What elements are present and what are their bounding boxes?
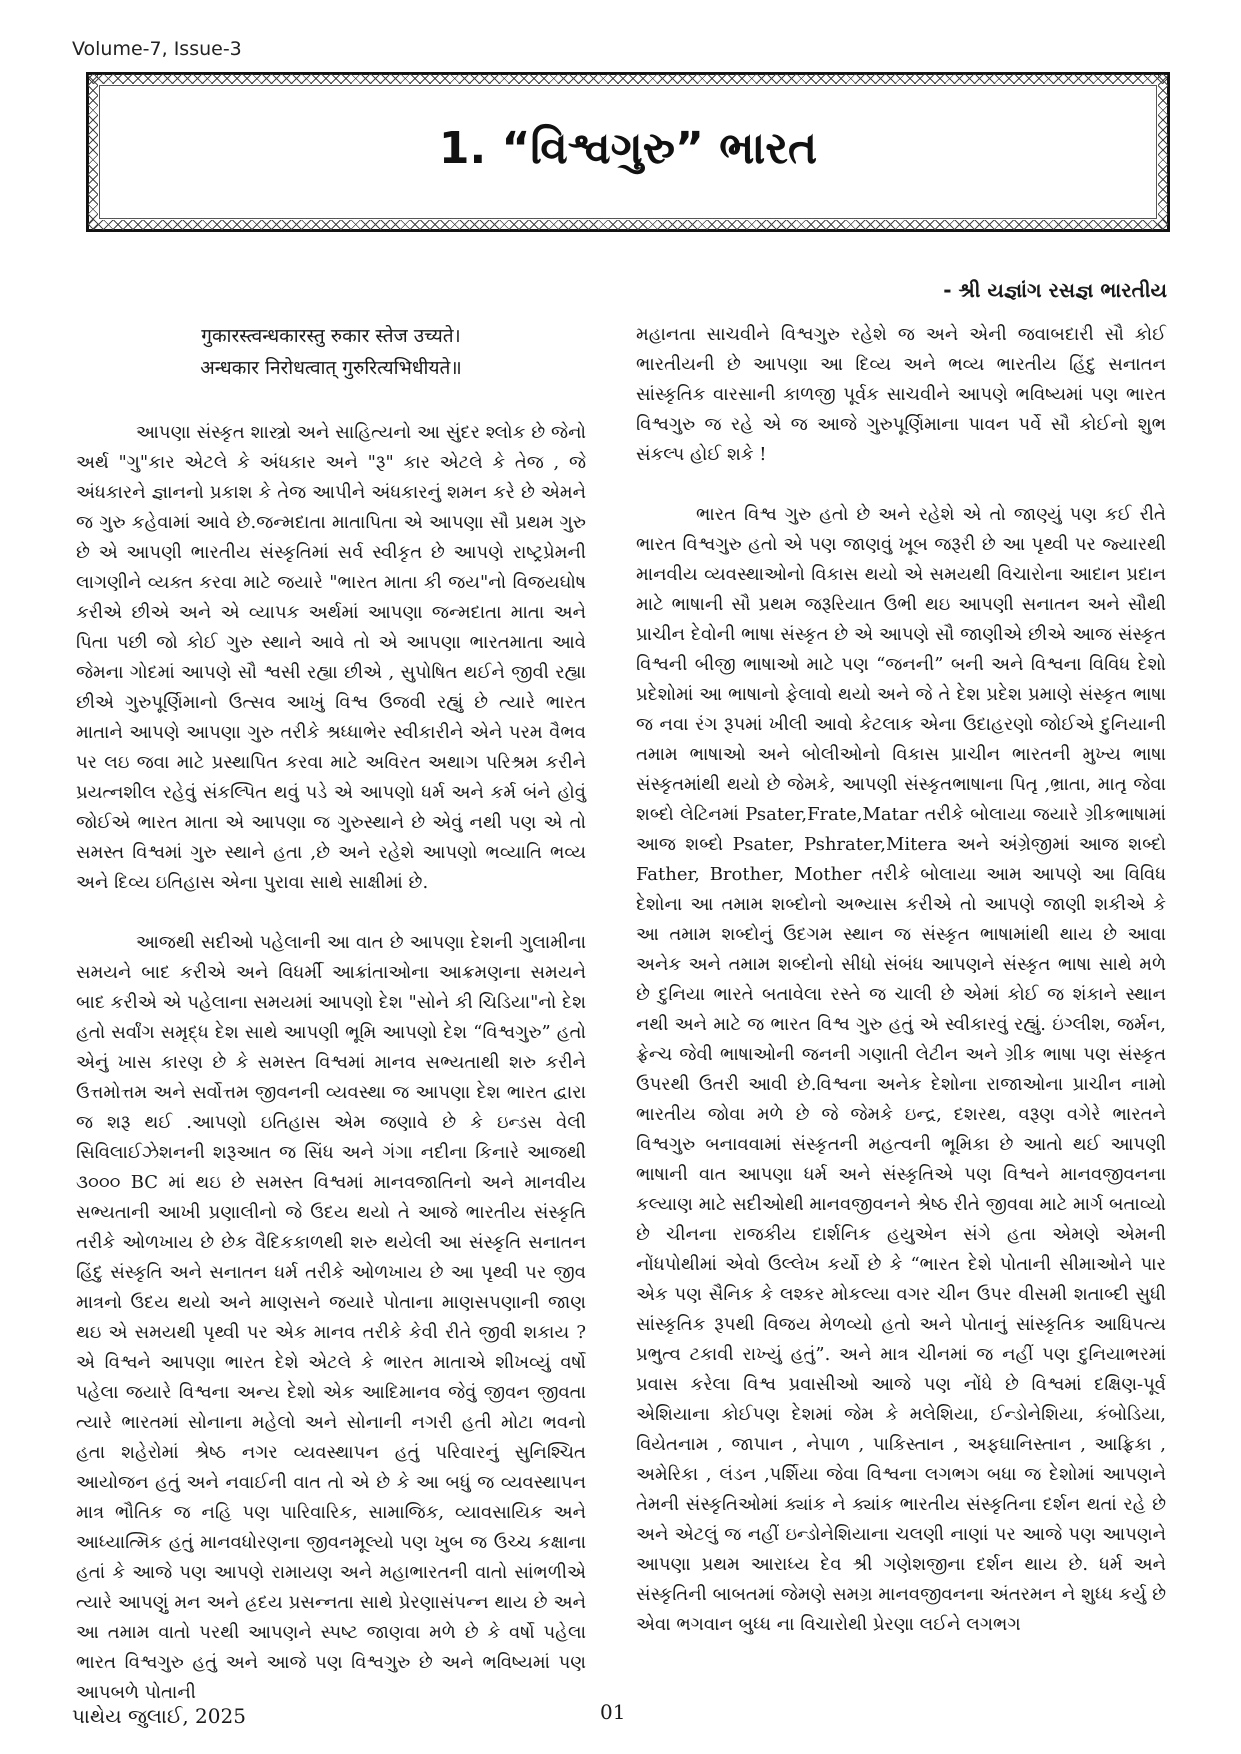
paragraph: આજથી સદીઓ પહેલાની આ વાત છે આપણા દેશની ગુલામીના સમયને બાદ કરીએ અને વિધર્મી આક્રાંતાઓના આક્રમણના સમયને બાદ કરીએ એ પહેલાના સમયમાં આપણો દેશ "સોને કી ચિડિયા"નો દેશ હતો સર્વાંગ સમૃદ્ધ દેશ સાથે આપણી ભૂમિ આપણો દેશ “વિશ્વગુરુ” હતો એનું ખાસ કારણ છે કે સમસ્ત વિશ્વમાં માનવ સભ્યતાથી શરુ કરીને ઉત્તમોત્તમ અને સર્વોત્તમ જીવનની વ્યવસ્થા જ આપણા દેશ ભારત દ્વારા જ શરૂ થઈ .આપણો ઇતિહાસ એમ જણાવે છે કે ઇન્ડસ વેલી સિવિલાઈઝેશનની શરૂઆત જ સિંધ અને ગંગા નદીના કિનારે આજથી ૩૦૦૦ BC માં થઇ છે સમસ્ત વિશ્વમાં માનવજાતિનો અને માનવીય સભ્યતાની આખી પ્રણાલીનો જે ઉદય થયો તે આજે ભારતીય સંસ્કૃતિ તરીકે ઓળખાય છે છેક વૈદિકકાળથી શરુ થયેલી આ સંસ્કૃતિ સનાતન હિંદુ સંસ્કૃતિ અને સનાતન ધર્મ તરીકે ઓળખાય છે આ પૃથ્વી પર જીવ માત્રનો ઉદય થયો અને માણસને જયારે પોતાના માણસપણાની જાણ થઇ એ સમયથી પૃથ્વી પર એક માનવ તરીકે કેવી રીતે જીવી શકાય ? એ વિશ્વને આપણા ભારત દેશે એટલે કે ભારત માતાએ શીખવ્યું વર્ષો પહેલા જયારે વિશ્વના અન્ય દેશો એક આદિમાનવ જેવું જીવન જીવતા ત્યારે ભારતમાં સોનાના મહેલો અને સોનાની નગરી હતી મોટા ભવનો હતા શહેરોમાં શ્રેષ્ઠ નગર વ્યવસ્થાપન હતું પરિવારનું સુનિશ્ચિત આયોજન હતું અને નવાઈની વાત તો એ છે કે આ બધું જ વ્યવસ્થાપન માત્ર ભૌતિક જ નહિ પણ પારિવારિક, સામાજિક, વ્યાવસાયિક અને આધ્યાત્મિક હતું માનવધોરણના જીવનમૂલ્યો પણ ખુબ જ ઉચ્ચ કક્ષાના હતાં કે આજે પણ આપણે રામાયણ અને મહાભારતની વાતો સાંભળીએ ત્યારે આપણું મન અને હ્રદય પ્રસન્નતા સાથે પ્રેરણાસંપન્ન થાય છે અને આ તમામ વાતો પરથી આપણને સ્પષ્ટ જાણવા મળે છે કે વર્ષો પહેલા ભારત વિશ્વગુરુ હતું અને આજે પણ વિશ્વગુરુ છે અને ભવિષ્યમાં પણ આપબળે પોતાની <box>76 932 586 1703</box>
right-column <box>636 320 1166 1640</box>
paragraph: ભારત વિશ્વ ગુરુ હતો છે અને રહેશે એ તો જાણ્યું પણ કઈ રીતે ભારત વિશ્વગુરુ હતો એ પણ જાણવું ખૂબ જરૂરી છે આ પૃથ્વી પર જ્યારથી માનવીય વ્યવસ્થાઓનો વિકાસ થયો એ સમયથી વિચારોના આદાન પ્રદાન માટે ભાષાની સૌ પ્રથમ જરૂરિયાત ઉભી થઇ આપણી સનાતન અને સૌથી પ્રાચીન દેવોની ભાષા સંસ્કૃત છે એ આપણે સૌ જાણીએ છીએ આજ સંસ્કૃત વિશ્વની બીજી ભાષાઓ માટે પણ “જનની” બની અને વિશ્વના વિવિધ દેશો પ્રદેશોમાં આ ભાષાનો ફેલાવો થયો અને જે તે દેશ પ્રદેશ પ્રમાણે સંસ્કૃત ભાષા જ નવા રંગ રૂપમાં ખીલી આવો કેટલાક એના ઉદાહરણો જોઈએ દુનિયાની તમામ ભાષાઓ અને બોલીઓનો વિકાસ પ્રાચીન ભારતની મુખ્ય ભાષા સંસ્કૃતમાંથી થયો છે જેમકે, આપણી સંસ્કૃતભાષાના પિતૃ ,ભ્રાતા, માતૃ જેવા શબ્દો લેટિનમાં Psater,Frate,Matar તરીકે બોલાયા જયારે ગ્રીકભાષામાં આજ શબ્દો Psater, Pshrater,Mitera અને અંગ્રેજીમાં આજ શબ્દો Father, Brother, Mother તરીકે બોલાયા આમ આપણે આ વિવિધ દેશોના આ તમામ શબ્દોનો અભ્યાસ કરીએ તો આપણે જાણી શકીએ કે આ તમામ શબ્દોનું ઉદગમ સ્થાન જ સંસ્કૃત ભાષામાંથી થાય છે આવા અનેક અને તમામ શબ્દોનો સીધો સંબંધ આપણને સંસ્કૃત ભાષા સાથે મળે છે દુનિયા ભારતે બતાવેલા રસ્તે જ ચાલી છે એમાં કોઈ જ શંકાને સ્થાન નથી અને માટે જ ભારત વિશ્વ ગુરુ હતું એ સ્વીકારવું રહ્યું. ઇંગ્લીશ, જર્મન, ફ્રેન્ચ જેવી ભાષાઓની જનની ગણાતી લેટીન અને ગ્રીક ભાષા પણ સંસ્કૃત ઉપરથી ઉતરી આવી છે.વિશ્વના અનેક દેશોના રાજાઓના પ્રાચીન નામો ભારતીય જોવા મળે છે જે જેમકે ઇન્દ્ર, દશરથ, વરૂણ વગેરે ભારતને વિશ્વગુરુ બનાવવામાં સંસ્કૃતની મહત્વની ભૂમિકા છે આતો થઈ આપણી ભાષાની વાત આપણા ધર્મ અને સંસ્કૃતિએ પણ વિશ્વને માનવજીવનના કલ્યાણ માટે સદીઓથી માનવજીવનને શ્રેષ્ઠ રીતે જીવવા માટે માર્ગ બતાવ્યો છે ચીનના રાજકીય દાર્શનિક હયુએન સંગે હતા એમણે એમની નોંધપોથીમાં એવો ઉલ્લેખ કર્યો છે કે “ભારત દેશે પોતાની સીમાઓને પાર એક પણ સૈનિક કે લશ્કર મોકલ્યા વગર ચીન ઉપર વીસમી શતાબ્દી સુધી સાંસ્કૃતિક રૂપથી વિજય મેળવ્યો હતો અને પોતાનું સાંસ્કૃતિક આધિપત્ય પ્રભુત્વ ટકાવી રાખ્યું હતું”. અને માત્ર ચીનમાં જ નહીં પણ દુનિયાભરમાં પ્રવાસ કરેલા વિશ્વ પ્રવાસીઓ આજે પણ નોંધે છે વિશ્વમાં દક્ષિણ-પૂર્વ એશિયાના કોઈપણ દેશમાં જેમ કે મલેશિયા, ઈન્ડોનેશિયા, કંબોડિયા, વિયેતનામ , જાપાન , નેપાળ , પાકિસ્તાન , અફઘાનિસ્તાન , આફ્રિકા , અમેરિકા , લંડન ,પર્શિયા જેવા વિશ્વના લગભગ બધા જ દેશોમાં આપણને તેમની સંસ્કૃતિઓમાં ક્યાંક ને ક્યાંક ભારતીય સંસ્કૃતિના દર્શન થતાં રહે છે અને એટલું જ નહીં ઇન્ડોનેશિયાના ચલણી નાણાં પર આજે પણ આપણને આપણા પ્રથમ આરાધ્ય દેવ શ્રી ગણેશજીના દર્શન થાય છે. ધર્મ અને સંસ્કૃતિની બાબતમાં જેમણે સમગ્ર માનવજીવનના અંતરમન ને શુધ્ધ કર્યુ છે એવા ભગવાન બુધ્ધ ના વિચારોથી પ્રેરણા લઈને લગભગ <box>636 504 1166 1635</box>
article-title: 1. “વિશ્વગુરુ” ભારત <box>438 123 818 174</box>
paragraph: આપણા સંસ્કૃત શાસ્ત્રો અને સાહિત્યનો આ સુંદર શ્લોક છે જેનો અર્થ "ગુ"કાર એટલે કે અંધકાર અને "રૂ" કાર એટલે કે તેજ , જે અંધકારને જ્ઞાનનો પ્રકાશ કે તેજ આપીને અંધકારનું શમન કરે છે એમને જ ગુરુ કહેવામાં આવે છે.જન્મદાતા માતાપિતા એ આપણા સૌ પ્રથમ ગુરુ છે એ આપણી ભારતીય સંસ્કૃતિમાં સર્વ સ્વીકૃત છે આપણે રાષ્ટ્રપ્રેમની લાગણીને વ્યક્ત કરવા માટે જયારે "ભારત માતા કી જય"નો વિજયઘોષ કરીએ છીએ અને એ વ્યાપક અર્થમાં આપણા જન્મદાતા માતા અને પિતા પછી જો કોઈ ગુરુ સ્થાને આવે તો એ આપણા ભારતમાતા આવે જેમના ગોદમાં આપણે સૌ શ્વસી રહ્યા છીએ , સુપોષિત થઈને જીવી રહ્યા છીએ ગુરુપૂર્ણિમાનો ઉત્સવ આખું વિશ્વ ઉજવી રહ્યું છે ત્યારે ભારત માતાને આપણે આપણા ગુરુ તરીકે શ્રધ્ધાભેર સ્વીકારીને એને પરમ વૈભવ પર લઇ જવા માટે પ્રસ્થાપિત કરવા માટે અવિરત અથાગ પરિશ્રમ કરીને પ્રયત્નશીલ રહેવું સંકલ્પિત થવું પડે એ આપણો ધર્મ અને કર્મ બંને હોવું જોઈએ ભારત માતા એ આપણા જ ગુરુસ્થાને છે એવું નથી પણ એ તો સમસ્ત વિશ્વમાં ગુરુ સ્થાને હતા ,છે અને રહેશે આપણો ભવ્યાતિ ભવ્ય અને દિવ્ય ઇતિહાસ એના પુરાવા સાથે સાક્ષીમાં છે. <box>76 422 586 893</box>
shloka-line-1: गुकारस्त्वन्धकारस्तु रुकार स्तेज उच्यते। <box>201 325 461 347</box>
left-column <box>76 320 586 1708</box>
frame-border-bottom <box>89 220 1167 230</box>
footer-publication: પાથેય જુલાઈ, 2025 <box>72 1704 246 1728</box>
volume-issue: Volume-7, Issue-3 <box>72 38 242 60</box>
title-frame <box>86 72 1170 232</box>
shloka <box>76 320 586 384</box>
shloka-line-2: अन्धकार निरोधत्वात् गुरुरित्यभिधीयते॥ <box>200 357 462 379</box>
page-number: 01 <box>600 1700 626 1724</box>
frame-border-top <box>89 74 1167 84</box>
author-byline: - શ્રી યજ્ઞાંગ રસજ્ઞ ભારતીય <box>943 278 1167 302</box>
paragraph: મહાનતા સાચવીને વિશ્વગુરુ રહેશે જ અને એની જવાબદારી સૌ કોઈ ભારતીયની છે આપણા આ દિવ્ય અને ભવ્ય ભારતીય હિંદુ સનાતન સાંસ્કૃતિક વારસાની કાળજી પૂર્વક સાચવીને આપણે ભવિષ્યમાં પણ ભારત વિશ્વગુરુ જ રહે એ જ આજે ગુરુપૂર્ણિમાના પાવન પર્વે સૌ કોઈનો શુભ સંકલ્પ હોઈ શકે ! <box>636 324 1166 465</box>
